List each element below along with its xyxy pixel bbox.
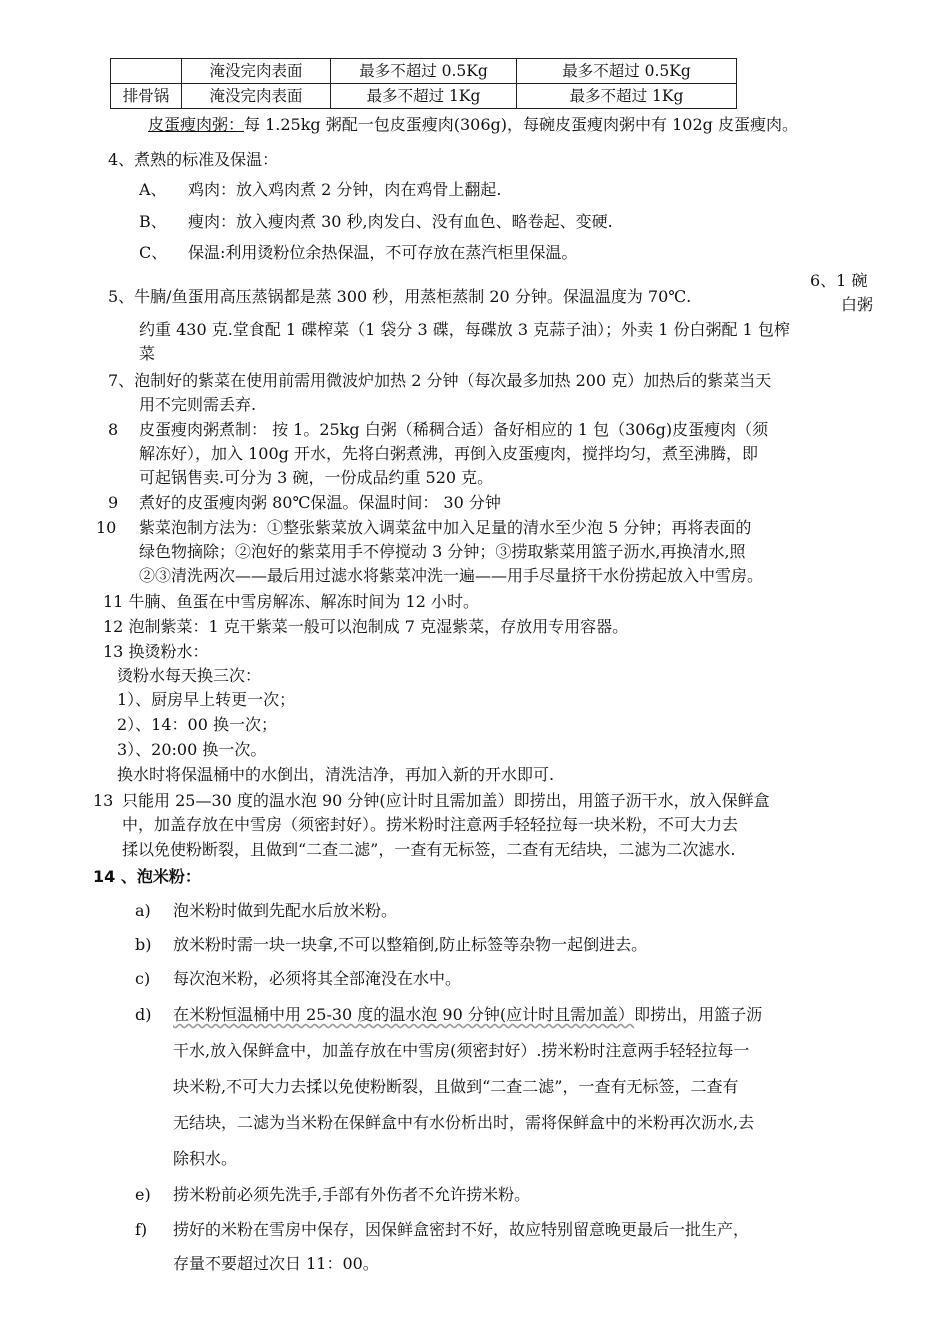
- list-item: 鸡肉：放入鸡肉煮 2 分钟，肉在鸡骨上翻起.: [188, 180, 502, 199]
- list-item-line: 存量不要超过次日 11：00。: [173, 1254, 379, 1273]
- century-egg-label: 皮蛋瘦肉粥：: [148, 115, 245, 134]
- section-7-line: 7、泡制好的紫菜在使用前需用微波炉加热 2 分钟（每次最多加热 200 克）加热后的紫菜当天: [108, 371, 772, 390]
- list-item: 瘦肉：放入瘦肉煮 30 秒,肉发白、没有血色、略卷起、变硬.: [188, 212, 613, 231]
- list-marker: B、: [139, 212, 167, 231]
- section-13-line: 换水时将保温桶中的水倒出，清洗洁净，再加入新的开水即可.: [117, 765, 555, 784]
- list-item-line: 干水,放入保鲜盒中，加盖存放在中雪房(须密封好）.捞米粉时注意两手轻轻拉每一: [173, 1041, 750, 1060]
- table-row: [111, 84, 737, 109]
- section-13-line: 3）、20:00 换一次。: [117, 740, 267, 759]
- list-marker: A、: [139, 180, 167, 199]
- section-6-line: 菜: [139, 344, 156, 363]
- list-item: 放米粉时需一块一块拿,不可以整箱倒,防止标签等杂物一起倒进去。: [173, 935, 648, 954]
- section-13b-line: 只能用 25—30 度的温水泡 90 分钟(应计时且需加盖）即捞出，用篮子沥干水，放入保鲜盒: [122, 791, 770, 810]
- section-13-line: 2）、14：00 换一次；: [117, 715, 277, 734]
- section-13b-line: 中，加盖存放在中雪房（须密封好）。捞米粉时注意两手轻轻拉每一块米粉，不可大力去: [122, 815, 739, 834]
- table-cell: [111, 59, 182, 84]
- section-8-number: 8: [108, 420, 119, 439]
- section-13b-line: 揉以免使粉断裂，且做到“二查二滤”，一查有无标签，二查有无结块，二滤为二次滤水.: [122, 840, 736, 859]
- section-6-number: 6、1 碗: [810, 271, 868, 290]
- list-item: 捞米粉前必须先洗手,手部有外伤者不允许捞米粉。: [173, 1185, 531, 1204]
- section-14-title: 14 、泡米粉：: [93, 867, 201, 886]
- highlighted-phrase: 在米粉恒温桶中用 25-30 度的温水泡 90 分钟(应计时且需加盖）: [173, 1005, 635, 1024]
- section-11: 11 牛腩、鱼蛋在中雪房解冻、解冻时间为 12 小时。: [103, 592, 479, 611]
- list-marker: C、: [139, 243, 168, 262]
- section-12: 12 泡制紫菜：1 克干紫菜一般可以泡制成 7 克湿紫菜，存放用专用容器。: [103, 617, 629, 636]
- section-13-line: 烫粉水每天换三次：: [117, 666, 262, 685]
- table-cell: 淹没完肉表面: [182, 84, 331, 109]
- list-marker: e): [135, 1185, 151, 1204]
- list-marker: c): [135, 969, 151, 988]
- section-8-line: 可起锅售卖.可分为 3 碗，一份成品约重 520 克。: [139, 468, 494, 487]
- section-10-line: ②③清洗两次——最后用过滤水将紫菜冲洗一遍——用手尽量挤干水份捞起放入中雪房。: [139, 566, 764, 585]
- table-cell: 最多不超过 1Kg: [517, 84, 737, 109]
- section-10-line: 紫菜泡制方法为：①整张紫菜放入调菜盆中加入足量的清水至少泡 5 分钟；再将表面的: [139, 518, 752, 537]
- list-item-text: 即捞出，用篮子沥: [634, 1005, 763, 1024]
- list-marker: b): [135, 935, 152, 954]
- list-item-line: [173, 1003, 762, 1027]
- table-cell: 最多不超过 1Kg: [331, 84, 517, 109]
- list-item: 每次泡米粉，必须将其全部淹没在水中。: [173, 969, 462, 988]
- section-6-word: 白粥: [841, 295, 874, 314]
- section-9-text: 煮好的皮蛋瘦肉粥 80℃保温。保温时间： 30 分钟: [139, 493, 501, 512]
- century-egg-text: 每 1.25kg 粥配一包皮蛋瘦肉(306g)，每碗皮蛋瘦肉粥中有 102g 皮蛋瘦肉。: [244, 115, 798, 134]
- section-10-line: 绿色物摘除；②泡好的紫菜用手不停搅动 3 分钟；③捞取紫菜用篮子沥水,再换清水,照: [139, 542, 746, 561]
- list-item-line: 捞好的米粉在雪房中保存，因保鲜盒密封不好，故应特别留意晚更最后一批生产，: [173, 1220, 750, 1239]
- section-10-number: 10: [96, 518, 117, 537]
- list-item-line: 除积水。: [173, 1149, 238, 1168]
- table-cell: 最多不超过 0.5Kg: [517, 59, 737, 84]
- section-7-line: 用不完则需丢弃.: [139, 395, 257, 414]
- table-cell: 最多不超过 0.5Kg: [331, 59, 517, 84]
- portion-table: [110, 58, 737, 109]
- section-8-line: 解冻好），加入 100g 开水，先将白粥煮沸，再倒入皮蛋瘦肉，搅拌均匀，煮至沸腾，即: [139, 444, 758, 463]
- list-item: 保温:利用烫粉位余热保温，不可存放在蒸汽柜里保温。: [188, 243, 578, 262]
- century-egg-note: [148, 113, 798, 137]
- section-13-title: 13 换烫粉水：: [103, 642, 209, 661]
- section-13b-number: 13: [93, 791, 114, 810]
- table-cell: 排骨锅: [111, 84, 182, 109]
- table-row: [111, 59, 737, 84]
- list-item-line: 无结块，二滤为当米粉在保鲜盒中有水份析出时，需将保鲜盒中的米粉再次沥水,去: [173, 1113, 755, 1132]
- list-item: 泡米粉时做到先配水后放米粉。: [173, 901, 398, 920]
- list-marker: f): [135, 1220, 148, 1239]
- list-marker: a): [135, 901, 151, 920]
- section-9-number: 9: [108, 493, 119, 512]
- section-5: 5、牛腩/鱼蛋用高压蒸锅都是蒸 300 秒，用蒸柜蒸制 20 分钟。保温温度为 70℃.: [108, 287, 692, 306]
- section-8-line: 皮蛋瘦肉粥煮制： 按 1。25kg 白粥（稀稠合适）备好相应的 1 包（306g)皮蛋瘦肉（须: [139, 420, 769, 439]
- table-cell: 淹没完肉表面: [182, 59, 331, 84]
- section-6-line: 约重 430 克.堂食配 1 碟榨菜（1 袋分 3 碟，每碟放 3 克蒜子油）；外卖 1 份白粥配 1 包榨: [139, 320, 790, 339]
- section-13-line: 1）、厨房早上转更一次；: [117, 690, 296, 709]
- list-marker: d): [135, 1005, 152, 1024]
- list-item-line: 块米粉,不可大力去揉以免使粉断裂，且做到“二查二滤”，一查有无标签，二查有: [173, 1077, 739, 1096]
- section-4-title: 4、煮熟的标准及保温：: [108, 150, 279, 169]
